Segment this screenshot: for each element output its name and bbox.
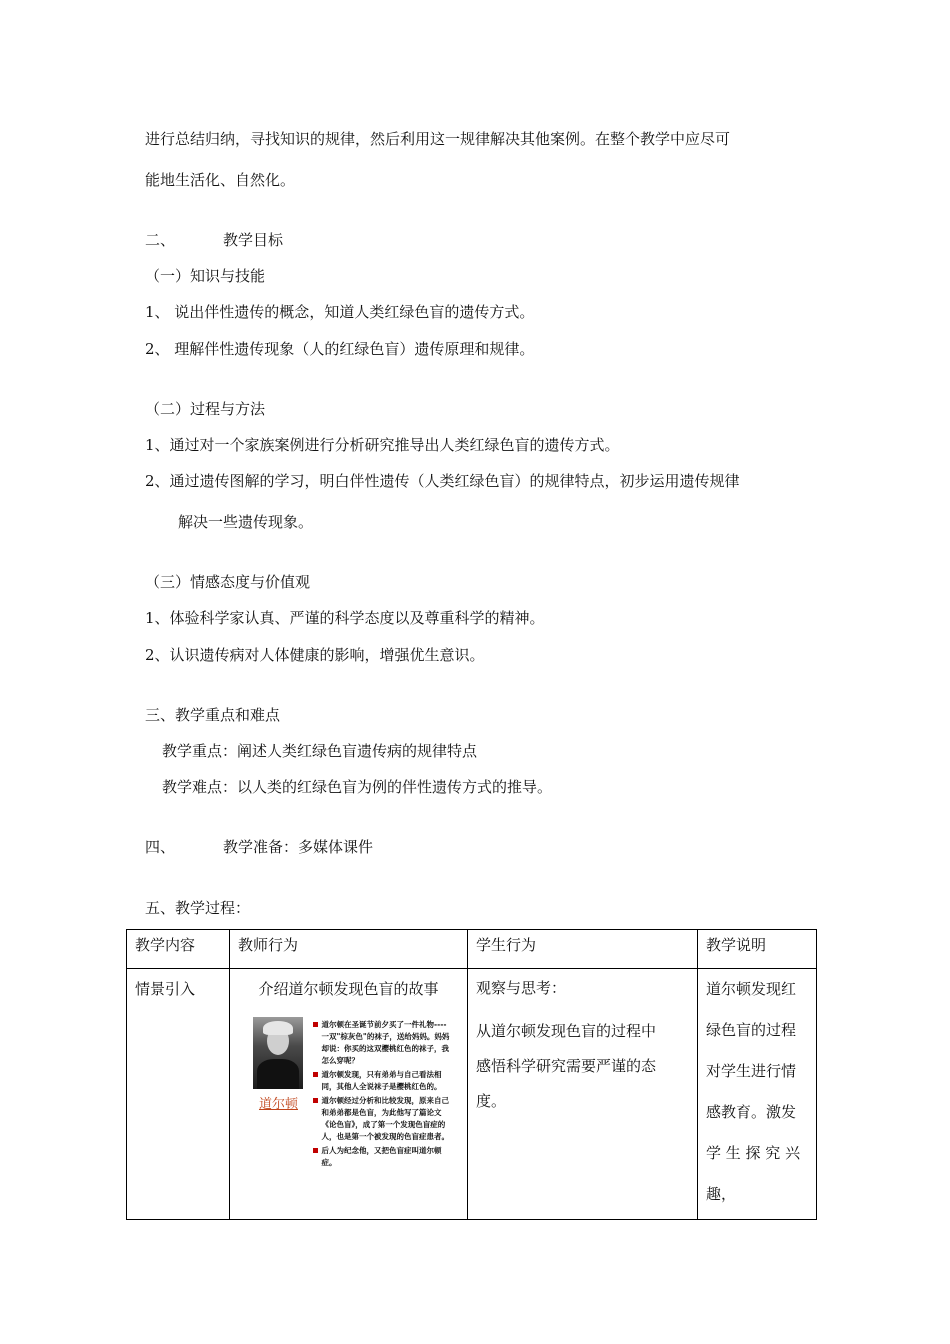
header-note: 教学说明 xyxy=(698,930,817,969)
note-line: 学 生 探 究 兴 xyxy=(706,1144,801,1162)
bullet-icon xyxy=(313,1098,318,1103)
knowledge-item-1: 1、 说出伴性遗传的概念，知道人类红绿色盲的遗传方式。 xyxy=(145,303,535,321)
list-item: 道尔顿在圣诞节前夕买了一件礼物----一双"棕灰色"的袜子，送给妈妈。妈妈却说：你买的这双樱桃红色的袜子，我怎么穿呢？ xyxy=(313,1019,451,1067)
cell-student xyxy=(468,969,698,1220)
knowledge-item-2: 2、 理解伴性遗传现象（人的红绿色盲）遗传原理和规律。 xyxy=(145,340,535,358)
difficult-point: 教学难点：以人类的红绿色盲为例的伴性遗传方式的推导。 xyxy=(162,778,553,796)
subheading-emotion: （三）情感态度与价值观 xyxy=(145,573,311,591)
note-line: 道尔顿发现红 xyxy=(706,980,797,998)
emotion-item-2: 2、认识遗传病对人体健康的影响，增强优生意识。 xyxy=(145,646,485,664)
student-line: 从道尔顿发现色盲的过程中 xyxy=(476,1022,657,1040)
section-heading-focus: 三、教学重点和难点 xyxy=(145,706,281,724)
note-line: 感教育。激发 xyxy=(706,1103,797,1121)
header-teacher: 教师行为 xyxy=(230,930,468,969)
procedure-table xyxy=(126,929,817,1220)
section-number: 四、 xyxy=(145,838,176,856)
slide-bullets xyxy=(313,1019,451,1171)
bullet-icon xyxy=(313,1022,318,1027)
section-title: 教学目标 xyxy=(223,231,284,249)
section-number: 二、 xyxy=(145,231,176,249)
cell-teacher xyxy=(230,969,468,1220)
intro-line-2: 能地生活化、自然化。 xyxy=(145,171,296,189)
header-content: 教学内容 xyxy=(127,930,230,969)
section-heading-procedure: 五、教学过程： xyxy=(145,899,251,917)
intro-line-1: 进行总结归纳，寻找知识的规律，然后利用这一规律解决其他案例。在整个教学中应尽可 xyxy=(145,130,731,148)
portrait-caption: 道尔顿 xyxy=(258,1097,298,1112)
list-item: 道尔顿经过分析和比较发现，原来自己和弟弟都是色盲，为此他写了篇论文《论色盲》，成了第一个发现色盲症的人，也是第一个被发现的色盲症患者。 xyxy=(313,1095,451,1143)
note-line: 趣， xyxy=(706,1185,737,1203)
dalton-portrait xyxy=(253,1017,303,1089)
key-point: 教学重点：阐述人类红绿色盲遗传病的规律特点 xyxy=(162,742,478,760)
process-item-1: 1、通过对一个家族案例进行分析研究推导出人类红绿色盲的遗传方式。 xyxy=(145,436,620,454)
table-row xyxy=(127,969,817,1220)
student-line: 观察与思考： xyxy=(476,979,567,997)
section-heading-goals xyxy=(145,230,283,250)
process-item-2: 2、通过遗传图解的学习，明白伴性遗传（人类红绿色盲）的规律特点，初步运用遗传规律 xyxy=(145,472,740,490)
process-item-2-continued: 解决一些遗传现象。 xyxy=(178,513,314,531)
note-line: 对学生进行情 xyxy=(706,1062,797,1080)
section-heading-prep xyxy=(145,837,373,857)
subheading-process: （二）过程与方法 xyxy=(145,400,266,418)
list-item: 后人为纪念他，又把色盲症叫道尔顿症。 xyxy=(313,1145,451,1169)
student-line: 度。 xyxy=(476,1092,507,1110)
emotion-item-1: 1、体验科学家认真、严谨的科学态度以及尊重科学的精神。 xyxy=(145,609,545,627)
teacher-action: 介绍道尔顿发现色盲的故事 xyxy=(258,980,439,998)
student-line: 感悟科学研究需要严谨的态 xyxy=(476,1057,657,1075)
list-item: 道尔顿发现，只有弟弟与自己看法相同，其他人全说袜子是樱桃红色的。 xyxy=(313,1069,451,1093)
table-header-row xyxy=(127,930,817,969)
dalton-slide xyxy=(247,1015,451,1185)
note-line: 绿色盲的过程 xyxy=(706,1021,797,1039)
subheading-knowledge: （一）知识与技能 xyxy=(145,267,266,285)
bullet-icon xyxy=(313,1148,318,1153)
cell-content: 情景引入 xyxy=(127,969,230,1220)
prep-text: 教学准备：多媒体课件 xyxy=(223,838,374,856)
bullet-icon xyxy=(313,1072,318,1077)
header-student: 学生行为 xyxy=(468,930,698,969)
cell-note xyxy=(698,969,817,1220)
